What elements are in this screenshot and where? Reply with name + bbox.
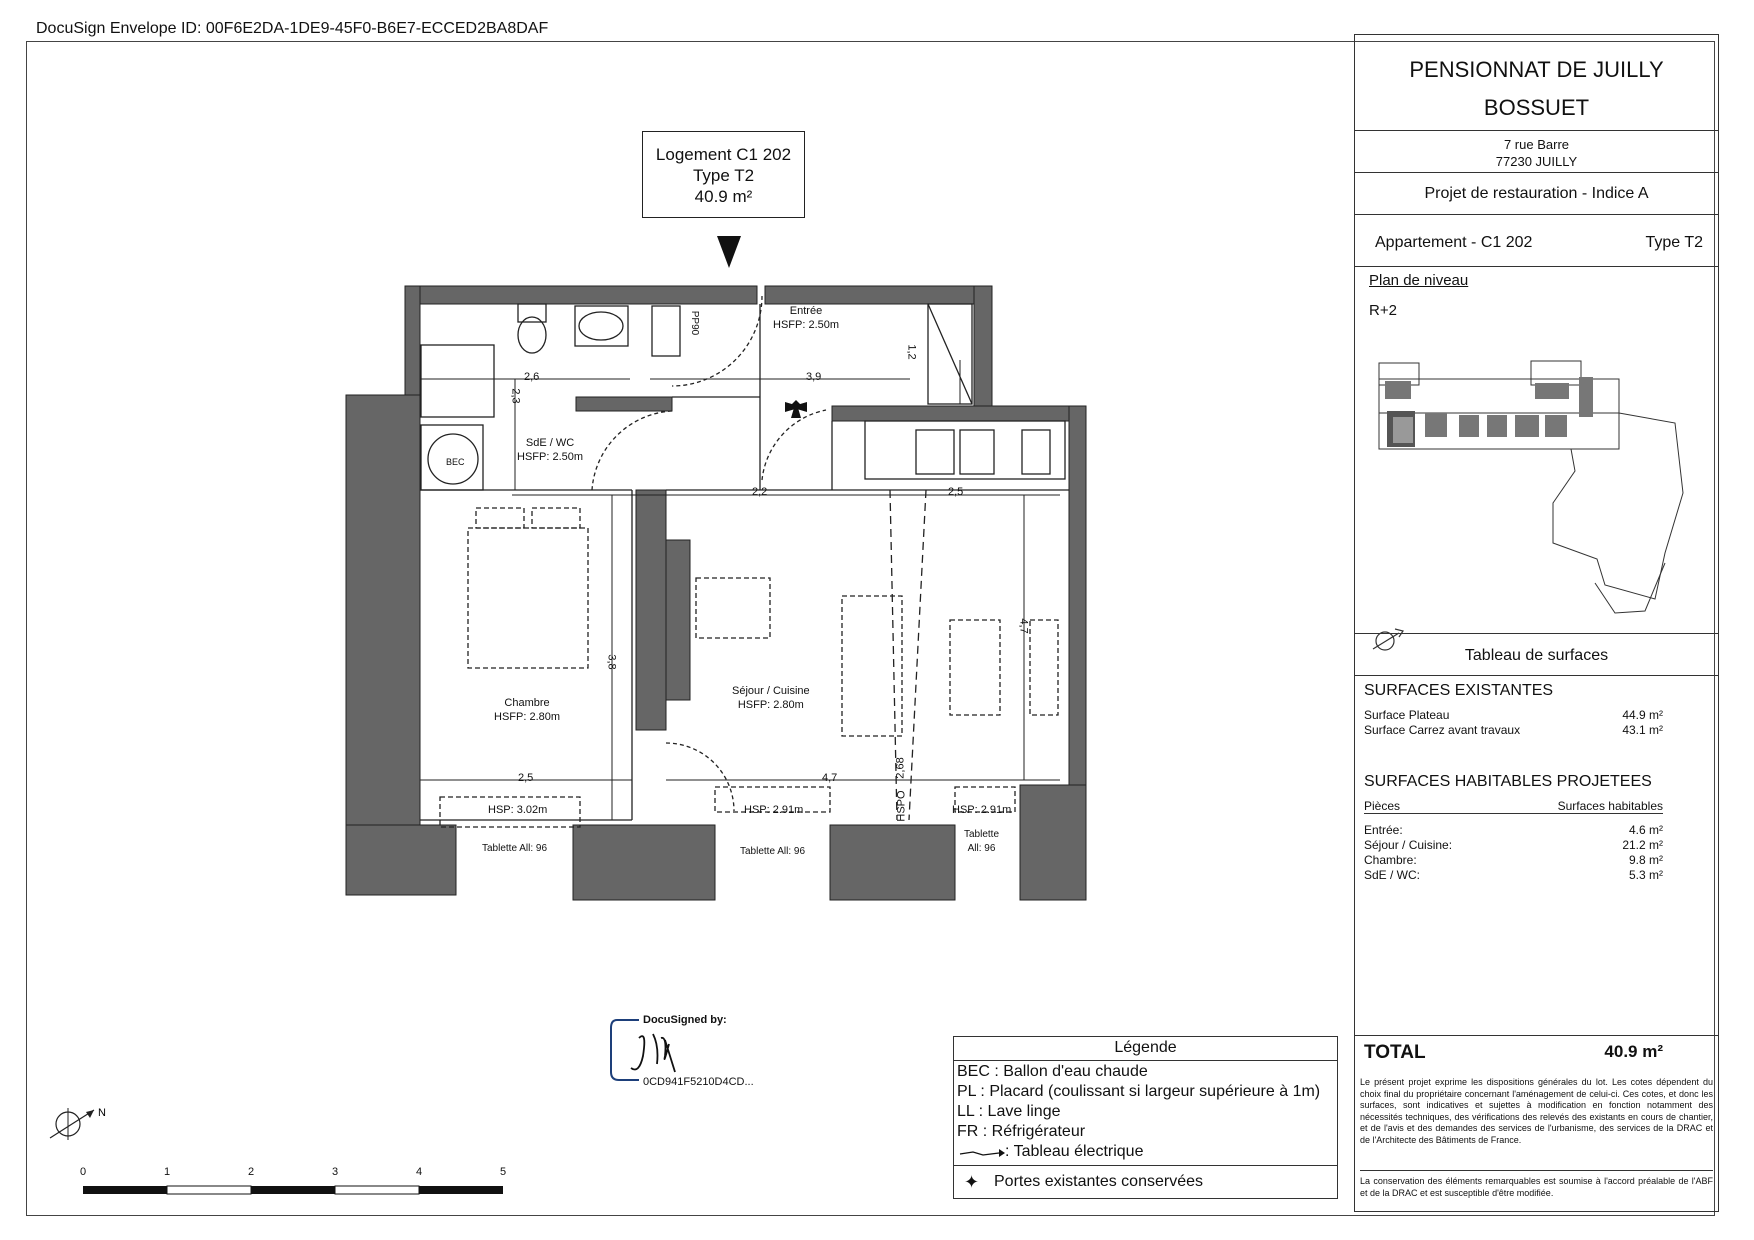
pier-mid-left <box>573 825 715 900</box>
projected-header-row <box>1364 799 1663 814</box>
legend-footer-label: Portes existantes conservées <box>994 1173 1203 1190</box>
projected-surface-row <box>1364 823 1663 837</box>
room-chambre <box>494 696 560 724</box>
column-pieces: Pièces <box>1364 799 1401 813</box>
scale-bar <box>78 1180 508 1202</box>
room-surface-value: 9.8 m² <box>1628 853 1663 867</box>
existing-surface-row <box>1364 723 1663 737</box>
room-surface-value: 4.6 m² <box>1628 823 1663 837</box>
room-sde-name: SdE / WC <box>525 437 575 449</box>
scale-segment <box>251 1186 335 1194</box>
projected-surface-row <box>1364 868 1663 882</box>
dimension-label: 4,7 <box>822 772 838 784</box>
pier-left <box>346 825 456 895</box>
north-arrow-icon <box>46 1100 116 1150</box>
room-chambre-height: HSFP: 2.80m <box>494 711 561 723</box>
total-label: TOTAL <box>1364 1042 1426 1063</box>
dimension-label: HSPO <box>895 790 908 822</box>
project-phase: Projet de restauration - Indice A <box>1355 172 1718 214</box>
apartment-type: Type T2 <box>1645 234 1703 251</box>
tablette-label: Tablette All: 96 <box>482 843 548 854</box>
legend-item-label: : Tableau électrique <box>1005 1143 1144 1160</box>
unit-type: Type T2 <box>692 166 755 185</box>
dimension-label: 2,2 <box>752 486 768 498</box>
wall-entree-right <box>974 286 992 406</box>
projected-surfaces-title: SURFACES HABITABLES PROJETEES <box>1364 773 1652 790</box>
room-chambre-name: Chambre <box>504 697 550 709</box>
address-line2: 77230 JUILLY <box>1495 154 1578 169</box>
tablette-label-line2: All: 96 <box>967 843 996 854</box>
tablette-label-line1: Tablette <box>964 829 1000 840</box>
dimension-label: 1,2 <box>905 344 918 360</box>
scale-tick: 3 <box>332 1166 339 1178</box>
divider <box>1355 266 1718 267</box>
column-surfaces: Surfaces habitables <box>1557 799 1663 813</box>
dimension-label: 2,5 <box>948 486 964 498</box>
room-sejour-name: Séjour / Cuisine <box>732 685 810 697</box>
apartment-row <box>1355 214 1718 266</box>
unit-box <box>642 131 805 218</box>
apartment-name: Appartement - C1 202 <box>1375 234 1533 251</box>
address <box>1355 130 1718 172</box>
chimney-inner <box>666 540 690 700</box>
scale-segment <box>419 1186 503 1194</box>
existing-surface-value: 44.9 m² <box>1622 708 1663 722</box>
project-title-line2: BOSSUET <box>1483 95 1590 120</box>
unit-name: Logement C1 202 <box>655 145 792 164</box>
existing-surface-label: Surface Carrez avant travaux <box>1364 723 1521 737</box>
dimension-label: 2,68 <box>894 757 907 779</box>
docusign-signature <box>609 1014 789 1088</box>
legend-item: LL : Lave linge <box>957 1103 1061 1120</box>
legend-footer <box>954 1165 1337 1198</box>
dimension-label: 2,6 <box>524 371 540 383</box>
scale-segment <box>167 1186 251 1194</box>
signature-label: DocuSigned by: <box>643 1014 727 1026</box>
room-surface-label: Chambre: <box>1364 853 1417 867</box>
dimension-label: 4,7 <box>1017 618 1030 634</box>
legend-item: FR : Réfrigérateur <box>957 1123 1086 1140</box>
site-plan-thumbnail <box>1365 353 1710 658</box>
room-entree-name: Entrée <box>789 305 823 317</box>
scale-segment <box>335 1186 419 1194</box>
surfaces-table-title: Tableau de surfaces <box>1355 633 1718 675</box>
room-surface-value: 5.3 m² <box>1628 868 1663 882</box>
wall-top-right <box>765 286 992 304</box>
unit-area: 40.9 m² <box>694 187 753 206</box>
project-title <box>1355 51 1718 127</box>
chimney <box>636 490 666 730</box>
room-surface-label: Entrée: <box>1364 823 1403 837</box>
pier-right <box>1020 785 1086 900</box>
divider <box>1355 675 1718 676</box>
room-sejour-height: HSFP: 2.80m <box>737 699 804 711</box>
room-sde-height: HSFP: 2.50m <box>517 451 584 463</box>
scale-tick: 0 <box>80 1166 87 1178</box>
total-value: 40.9 m² <box>1604 1042 1663 1061</box>
existing-surface-row <box>1364 708 1663 722</box>
dimension-label: 3,9 <box>806 371 822 383</box>
total-row <box>1355 1035 1718 1066</box>
legend-item-electric <box>957 1142 1334 1162</box>
projected-surface-row <box>1364 838 1663 852</box>
pier-mid-right <box>830 825 955 900</box>
wall-kitchen-top <box>832 406 1086 421</box>
scale-tick: 1 <box>164 1166 171 1178</box>
tablette-label <box>964 828 999 856</box>
legend <box>953 1036 1338 1199</box>
hsp-label: HSP: 2.91m <box>744 804 804 816</box>
conservation-note: La conservation des éléments remarquables est soumise à l'accord préalable de l'ABF et de la DRAC et est susceptible d'être modifiée. <box>1360 1170 1713 1199</box>
tablette-label: Tablette All: 96 <box>740 846 806 857</box>
dimension-label: 3,8 <box>605 654 618 670</box>
plan-level-label: Plan de niveau <box>1369 272 1469 289</box>
wall-top-left <box>405 286 757 304</box>
wall-left <box>346 395 420 895</box>
envelope-id: DocuSign Envelope ID: 00F6E2DA-1DE9-45F0-B6E7-ECCED2BA8DAF <box>36 20 549 37</box>
scale-segment <box>83 1186 167 1194</box>
dimension-label: 2,5 <box>518 772 534 784</box>
projected-surface-row <box>1364 853 1663 867</box>
existing-surface-label: Surface Plateau <box>1364 708 1450 722</box>
north-label: N <box>98 1107 106 1119</box>
room-surface-label: Séjour / Cuisine: <box>1364 838 1453 852</box>
legend-items <box>954 1061 1337 1163</box>
level-label: R+2 <box>1369 302 1397 319</box>
legend-title: Légende <box>954 1037 1337 1061</box>
existing-surfaces-title: SURFACES EXISTANTES <box>1364 682 1554 699</box>
legend-item: BEC : Ballon d'eau chaude <box>957 1063 1148 1080</box>
dimension-label: 2,3 <box>509 388 522 404</box>
room-entree <box>773 304 839 332</box>
pp90-label: PP90 <box>689 310 701 336</box>
scale-tick: 4 <box>416 1166 423 1178</box>
disclaimer: Le présent projet exprime les dispositions générales du lot. Les cotes dépendent du choix final du propriétaire concernant l'aménagement de celui-ci. Ces cotes, et donc les surfaces, sont indicatives et sujettes à modification en fonction notamment des nécessités techniques, des vérifications des relevés des existants en cours de chantier, et de l'avis et des demandes des services de l'urbanisme, des services de la DRAC et de l'Architecte des Bâtiments de France. <box>1360 1077 1713 1145</box>
legend-item: PL : Placard (coulissant si largeur supérieure à 1m) <box>957 1083 1321 1100</box>
scale-tick: 5 <box>500 1166 507 1178</box>
room-surface-value: 21.2 m² <box>1622 838 1663 852</box>
hsp-label: HSP: 2.91m <box>952 804 1012 816</box>
address-line1: 7 rue Barre <box>1503 137 1570 152</box>
door-marker-icon: ✦ <box>964 1172 980 1192</box>
bec-label: BEC <box>446 457 465 467</box>
scale-tick: 2 <box>248 1166 255 1178</box>
room-entree-height: HSFP: 2.50m <box>773 319 840 331</box>
electric-panel-icon <box>959 1148 1005 1158</box>
project-title-line1: PENSIONNAT DE JUILLY <box>1409 57 1664 82</box>
title-block <box>1354 34 1719 1212</box>
existing-surface-value: 43.1 m² <box>1622 723 1663 737</box>
room-surface-label: SdE / WC: <box>1364 868 1421 882</box>
room-sejour <box>732 684 810 712</box>
unit-arrow-icon <box>717 236 741 268</box>
hsp-label: HSP: 3.02m <box>488 804 548 816</box>
wall-mid-h <box>576 397 672 411</box>
room-sde <box>517 436 583 464</box>
signature-id: 0CD941F5210D4CD... <box>643 1076 754 1088</box>
